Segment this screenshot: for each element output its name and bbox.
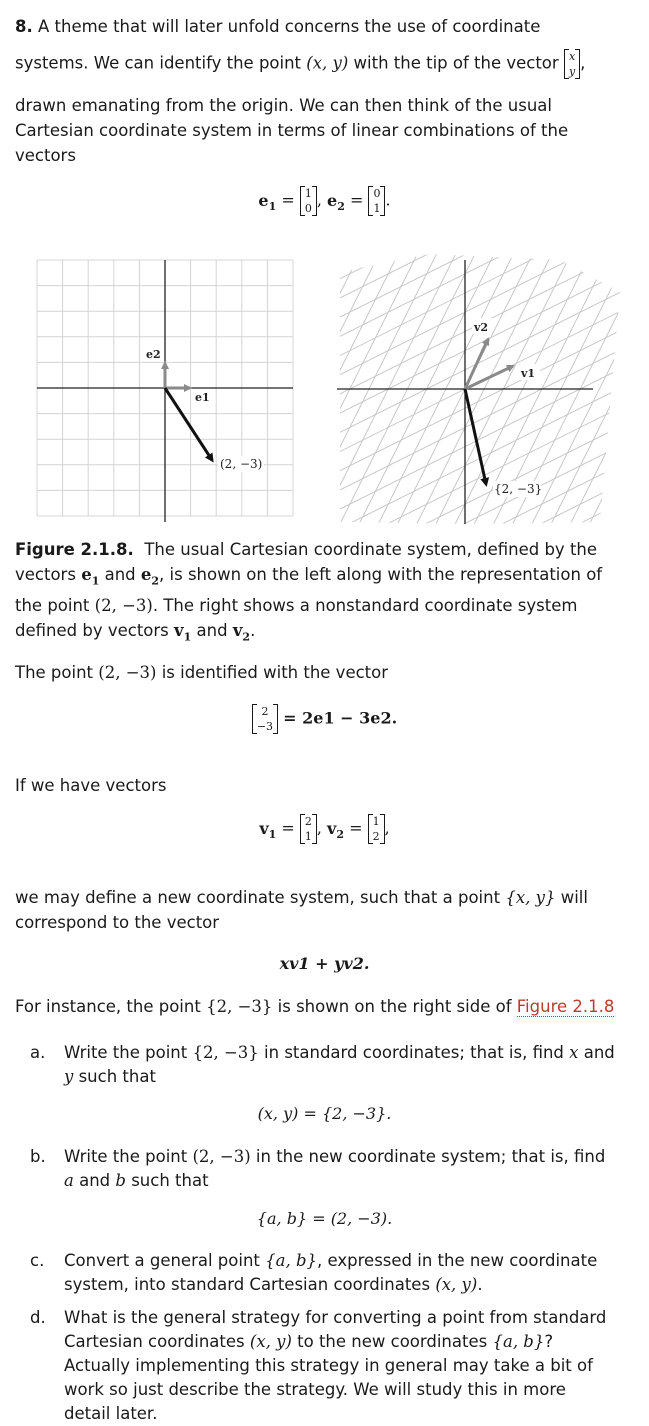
right-grid	[0, 252, 649, 528]
v1-matrix: 2 1	[300, 814, 317, 844]
basis-equation: $e_1$ = 1 0 , $e_2$ = 0 1 .	[258, 187, 391, 215]
intro-line-3: drawn emanating from the origin. We can then think of the usual	[15, 96, 552, 115]
figure-link[interactable]: Figure 2.1.8	[516, 997, 615, 1016]
intro-line-2a: systems. We can identify the point	[15, 53, 302, 73]
part-c: c. Convert a general point {a, b}, expressed in the new coordinate system, into standard Cartesian coordinates (x, y).	[30, 1251, 598, 1294]
e2-fig-label: e2	[146, 348, 161, 361]
e2-matrix: 0 1	[368, 186, 385, 216]
intro-line-5: vectors	[15, 146, 76, 165]
v2-fig-label: v2	[474, 321, 489, 334]
new-system-text: we may define a new coordinate system, such that a point {x, y} will correspond to the vector	[15, 888, 588, 932]
part-b-equation: {a, b} = (2, −3).	[256, 1209, 393, 1228]
identified-equation	[0, 704, 649, 734]
v2-arrow	[465, 339, 488, 389]
point-xy: (x, y)	[306, 53, 349, 73]
intro-line-1: A theme that will later unfold concerns the use of coordinate	[38, 17, 541, 36]
vector-2-neg3: 2 −3	[252, 704, 278, 734]
e1-matrix: 1 0	[300, 186, 317, 216]
v1-fig-label: v1	[521, 367, 536, 380]
part-a: a. Write the point {2, −3} in standard coordinates; that is, find x and y such that	[30, 1043, 615, 1086]
vectors-intro: If we have vectors	[15, 776, 167, 795]
figure-coordinate-systems	[0, 252, 649, 528]
combo-equation: xv1 + yv2.	[279, 954, 370, 973]
figure-caption: Figure 2.1.8. The usual Cartesian coordinate system, defined by the vectors $e_1$ and $e_2$, is shown on the left along with the representation of the point (2, −3). The right shows a nonstandard coordinate system defined by vectors $v_1$ and $v_2$.	[15, 540, 603, 644]
problem-intro: 8. A theme that will later unfold concerns the use of coordinate systems. We can identify the point (x, y) with the tip of the vector x y , drawn emanating from the origin. We can then think of the usual Cartesian coordinate system in terms of linear combinations of the vectors	[15, 14, 625, 168]
e1-fig-label: e1	[195, 391, 210, 404]
caption-line-1: The usual Cartesian coordinate system, defined by the	[144, 540, 598, 559]
v1-arrow	[465, 366, 513, 389]
caption-label: Figure 2.1.8.	[15, 540, 134, 559]
identified-text: The point (2, −3) is identified with the vector	[15, 663, 389, 682]
part-a-equation: (x, y) = {2, −3}.	[257, 1104, 392, 1123]
problem-number: 8.	[15, 17, 33, 36]
vectors-equation: $v_1$ = 2 1 , $v_2$ = 1 2 ,	[259, 815, 390, 843]
e1-label: $e_1$	[258, 190, 277, 213]
v2-matrix: 1 2	[368, 814, 385, 844]
point-fig-label-right: {2, −3}	[494, 482, 543, 496]
vector-xy: x y	[564, 49, 580, 79]
intro-line-4: Cartesian coordinate system in terms of linear combinations of the	[15, 121, 569, 140]
part-b: b. Write the point (2, −3) in the new coordinate system; that is, find a and b such that	[30, 1147, 606, 1190]
point-fig-label-left: (2, −3)	[220, 457, 263, 471]
e2-label: $e_2$	[327, 190, 345, 213]
instance-text: For instance, the point {2, −3} is shown on the right side of Figure 2.1.8	[15, 997, 615, 1016]
identified-eq-rhs: = 2e1 − 3e2.	[283, 708, 398, 728]
intro-line-2b: with the tip of the vector	[353, 53, 559, 73]
part-d: d. What is the general strategy for converting a point from standard Cartesian coordinates (x, y) to the new coordinates {a, b}? Actually implementing this strategy in general may take a bit of work so just describe the strategy. We will study this in more detail later.	[30, 1308, 607, 1423]
